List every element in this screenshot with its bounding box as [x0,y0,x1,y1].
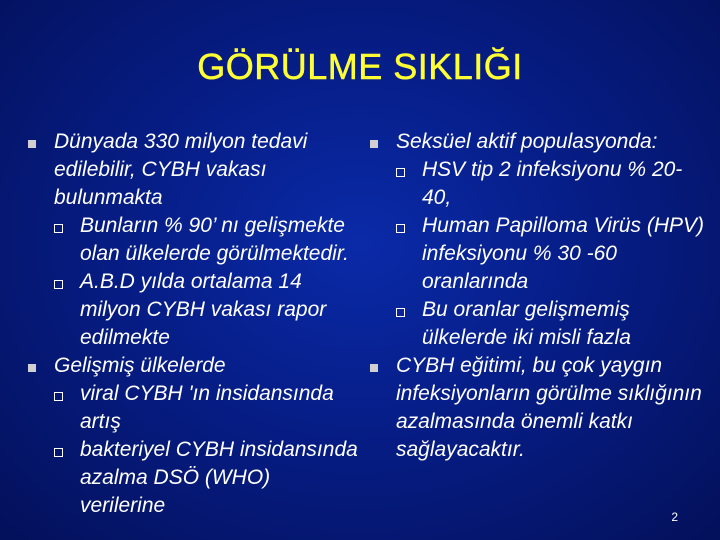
slide-title: GÖRÜLME SIKLIĞI [197,46,523,87]
sub-bullet-text: Human Papilloma Virüs (HPV) infeksiyonu % 30 -60 oranlarında [422,214,705,293]
hollow-square-bullet-icon [396,224,405,233]
sub-bullet-item [367,212,707,296]
square-bullet-icon [28,364,36,372]
hollow-square-bullet-icon [54,448,63,457]
bullet-text: Seksüel aktif populasyonda: [396,130,658,153]
hollow-square-bullet-icon [396,308,405,317]
square-bullet-icon [370,140,378,148]
hollow-square-bullet-icon [54,280,63,289]
square-bullet-icon [370,364,378,372]
sub-bullet-text: bakteriyel CYBH insidansında azalma DSÖ (WHO) verilerine [80,438,358,517]
square-bullet-icon [28,140,36,148]
left-column [25,128,360,520]
sub-bullet-item [25,380,360,436]
right-column [367,128,707,464]
sub-bullet-item [25,436,360,520]
bullet-item [25,128,360,212]
bullet-text: Gelişmiş ülkelerde [54,354,226,377]
bullet-item [25,352,360,380]
sub-bullet-text: A.B.D yılda ortalama 14 milyon CYBH vakası rapor edilmekte [80,270,327,349]
sub-bullet-item [367,296,707,352]
bullet-item [367,128,707,156]
hollow-square-bullet-icon [54,224,63,233]
sub-bullet-item [367,156,707,212]
sub-bullet-text: Bunların % 90’ nı gelişmekte olan ülkelerde görülmektedir. [80,214,349,265]
bullet-text: CYBH eğitimi, bu çok yaygın infeksiyonların görülme sıklığının azalmasında önemli katkı sağlayacaktır. [396,354,702,461]
hollow-square-bullet-icon [396,168,405,177]
sub-bullet-text: Bu oranlar gelişmemiş ülkelerde iki misli fazla [422,298,631,349]
bullet-text: Dünyada 330 milyon tedavi edilebilir, CYBH vakası bulunmakta [54,130,308,209]
page-number: 2 [671,510,678,524]
sub-bullet-item [25,268,360,352]
hollow-square-bullet-icon [54,392,63,401]
sub-bullet-text: viral CYBH 'ın insidansında artış [80,382,334,433]
bullet-item [367,352,707,464]
sub-bullet-text: HSV tip 2 infeksiyonu % 20-40, [422,158,683,209]
sub-bullet-item [25,212,360,268]
